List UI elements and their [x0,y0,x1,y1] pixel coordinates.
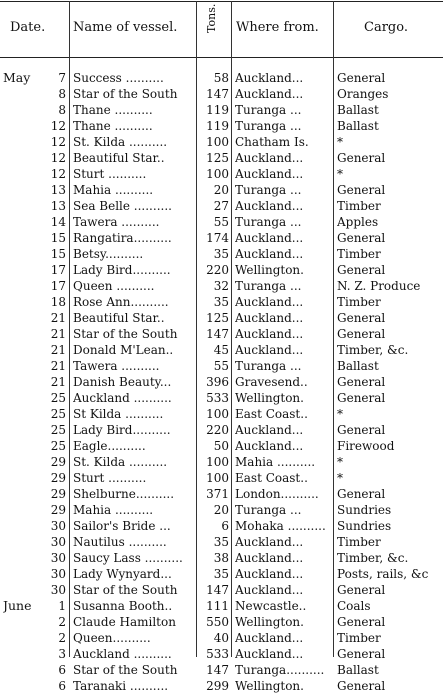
row-vessel-name: Saucy Lass .......... [73,551,183,565]
row-cargo: Ballast [337,663,379,677]
row-vessel-name: Sturt .......... [73,471,147,485]
table-body [0,70,443,694]
row-cargo: Timber [337,199,381,213]
table-row [0,678,443,694]
row-vessel-name: Beautiful Star.. [73,311,165,325]
row-tons: 35 [213,247,229,261]
row-day: 8 [58,103,66,117]
row-cargo: General [337,647,386,661]
row-vessel-name: Susanna Booth.. [73,599,173,613]
row-cargo: Timber, &c. [337,343,409,357]
row-vessel-name: Lady Wynyard... [73,567,172,581]
table-row [0,550,443,566]
table-row [0,534,443,550]
row-cargo: Apples [337,215,379,229]
table-row [0,134,443,150]
row-where-from: East Coast.. [235,471,308,485]
row-cargo: General [337,183,386,197]
table-row [0,438,443,454]
table-row [0,182,443,198]
row-tons: 220 [206,263,229,277]
row-cargo: Sundries [337,519,392,533]
row-vessel-name: Shelburne.......... [73,487,175,501]
row-tons: 20 [213,183,229,197]
table-row [0,198,443,214]
row-day: 21 [50,359,66,373]
row-vessel-name: Nautilus .......... [73,535,167,549]
row-where-from: Auckland... [235,71,304,85]
row-where-from: Wellington. [235,679,304,693]
row-day: 21 [50,375,66,389]
table-row [0,294,443,310]
row-cargo: General [337,583,386,597]
row-where-from: Auckland... [235,311,304,325]
row-cargo: Ballast [337,103,379,117]
row-day: 12 [50,135,66,149]
row-tons: 100 [206,407,229,421]
row-month: June [3,598,32,613]
row-tons: 174 [206,231,229,245]
row-where-from: Auckland... [235,567,304,581]
row-cargo: Ballast [337,119,379,133]
table-row [0,86,443,102]
row-cargo: General [337,71,386,85]
row-day: 13 [50,183,66,197]
row-where-from: Gravesend.. [235,375,308,389]
row-day: 29 [50,471,66,485]
row-where-from: Auckland... [235,551,304,565]
row-vessel-name: Star of the South [73,583,178,597]
row-cargo: Oranges [337,87,389,101]
row-where-from: East Coast.. [235,407,308,421]
row-tons: 125 [206,311,229,325]
row-cargo: Firewood [337,439,395,453]
header-where-from: Where from. [236,20,319,35]
row-day: 7 [58,71,66,85]
row-tons: 371 [206,487,229,501]
table-row [0,374,443,390]
row-where-from: Turanga ... [235,503,302,517]
row-vessel-name: Rose Ann.......... [73,295,169,309]
row-where-from: Auckland... [235,423,304,437]
row-cargo: General [337,615,386,629]
table-row [0,150,443,166]
row-day: 30 [50,551,66,565]
row-where-from: Newcastle.. [235,599,307,613]
row-cargo: Ballast [337,359,379,373]
row-day: 2 [58,615,66,629]
row-where-from: Turanga ... [235,215,302,229]
row-tons: 111 [206,599,229,613]
row-day: 12 [50,167,66,181]
row-day: 21 [50,343,66,357]
row-cargo: Timber, &c. [337,551,409,565]
row-where-from: Auckland... [235,231,304,245]
row-tons: 45 [213,343,229,357]
header-date: Date. [10,20,46,35]
row-tons: 100 [206,135,229,149]
row-day: 12 [50,119,66,133]
row-vessel-name: Thane .......... [73,119,153,133]
row-where-from: Auckland... [235,87,304,101]
row-vessel-name: Sea Belle .......... [73,199,172,213]
table-row [0,454,443,470]
row-day: 14 [50,215,66,229]
row-where-from: Mahia .......... [235,455,316,469]
row-day: 30 [50,583,66,597]
row-tons: 55 [213,215,229,229]
row-tons: 100 [206,471,229,485]
row-tons: 533 [206,391,229,405]
row-vessel-name: Queen .......... [73,279,155,293]
row-vessel-name: Star of the South [73,663,178,677]
row-vessel-name: Rangatira.......... [73,231,172,245]
row-month: May [3,70,31,85]
row-where-from: Wellington. [235,391,304,405]
row-vessel-name: Lady Bird.......... [73,423,171,437]
row-where-from: Auckland... [235,343,304,357]
row-where-from: Auckland... [235,631,304,645]
row-cargo: Posts, rails, &c [337,567,429,581]
row-vessel-name: St. Kilda .......... [73,455,168,469]
row-cargo: General [337,679,386,693]
table-row [0,630,443,646]
row-tons: 35 [213,295,229,309]
row-cargo: Coals [337,599,371,613]
row-vessel-name: Star of the South [73,87,178,101]
row-vessel-name: Success .......... [73,71,164,85]
row-tons: 32 [213,279,229,293]
row-cargo: * [337,455,343,469]
row-tons: 220 [206,423,229,437]
row-where-from: Auckland... [235,151,304,165]
row-cargo: * [337,135,343,149]
row-vessel-name: Lady Bird.......... [73,263,171,277]
row-vessel-name: Sturt .......... [73,167,147,181]
row-day: 17 [50,279,66,293]
table-row [0,662,443,678]
row-cargo: General [337,423,386,437]
table-row [0,326,443,342]
row-vessel-name: Thane .......... [73,103,153,117]
row-where-from: Turanga ... [235,359,302,373]
row-vessel-name: Eagle.......... [73,439,146,453]
row-where-from: Auckland... [235,647,304,661]
table-row [0,342,443,358]
row-cargo: Timber [337,535,381,549]
row-day: 25 [50,423,66,437]
row-tons: 119 [206,103,229,117]
table-row [0,598,443,614]
table-row [0,422,443,438]
table-row [0,278,443,294]
row-vessel-name: St Kilda .......... [73,407,164,421]
row-tons: 27 [213,199,229,213]
row-day: 1 [58,599,66,613]
row-where-from: Wellington. [235,615,304,629]
row-vessel-name: Mahia .......... [73,503,154,517]
row-tons: 50 [213,439,229,453]
row-vessel-name: Donald M'Lean.. [73,343,174,357]
row-vessel-name: St. Kilda .......... [73,135,168,149]
row-day: 30 [50,535,66,549]
row-where-from: Chatham Is. [235,135,309,149]
row-cargo: Sundries [337,503,392,517]
row-cargo: Timber [337,247,381,261]
row-day: 21 [50,311,66,325]
table-row [0,230,443,246]
row-day: 8 [58,87,66,101]
row-vessel-name: Star of the South [73,327,178,341]
row-tons: 100 [206,167,229,181]
table-row [0,246,443,262]
table-row [0,470,443,486]
table-row [0,358,443,374]
row-vessel-name: Betsy.......... [73,247,144,261]
row-day: 29 [50,487,66,501]
row-day: 30 [50,567,66,581]
row-day: 3 [58,647,66,661]
row-tons: 550 [206,615,229,629]
row-where-from: Mohaka .......... [235,519,326,533]
top-rule [0,1,443,2]
row-cargo: General [337,263,386,277]
row-day: 30 [50,519,66,533]
row-day: 18 [50,295,66,309]
table-row [0,214,443,230]
row-where-from: Auckland... [235,535,304,549]
header-rule [0,57,443,58]
table-row [0,310,443,326]
row-day: 25 [50,407,66,421]
row-day: 12 [50,151,66,165]
row-day: 25 [50,439,66,453]
row-tons: 299 [206,679,229,693]
row-day: 2 [58,631,66,645]
row-tons: 147 [206,663,229,677]
row-tons: 6 [221,519,229,533]
table-row [0,646,443,662]
row-where-from: Turanga ... [235,103,302,117]
table-row [0,102,443,118]
row-day: 21 [50,327,66,341]
row-tons: 55 [213,359,229,373]
row-tons: 119 [206,119,229,133]
row-where-from: Auckland... [235,167,304,181]
row-tons: 40 [213,631,229,645]
row-vessel-name: Beautiful Star.. [73,151,165,165]
row-cargo: General [337,487,386,501]
row-cargo: General [337,391,386,405]
table-row [0,486,443,502]
row-day: 15 [50,247,66,261]
row-where-from: London.......... [235,487,319,501]
row-vessel-name: Claude Hamilton [73,615,176,629]
row-tons: 125 [206,151,229,165]
row-day: 29 [50,503,66,517]
row-where-from: Auckland... [235,583,304,597]
table-row [0,406,443,422]
row-day: 15 [50,231,66,245]
row-day: 25 [50,391,66,405]
row-tons: 58 [213,71,229,85]
row-tons: 396 [206,375,229,389]
table-row [0,118,443,134]
row-cargo: N. Z. Produce [337,279,421,293]
header-tons: Tons. [205,3,218,33]
row-cargo: Timber [337,295,381,309]
table-row [0,390,443,406]
row-where-from: Auckland... [235,199,304,213]
row-cargo: Timber [337,631,381,645]
row-tons: 147 [206,327,229,341]
row-cargo: * [337,407,343,421]
table-row [0,614,443,630]
row-vessel-name: Sailor's Bride ... [73,519,171,533]
row-vessel-name: Queen.......... [73,631,151,645]
row-vessel-name: Auckland .......... [73,391,172,405]
row-vessel-name: Mahia .......... [73,183,154,197]
row-tons: 20 [213,503,229,517]
row-where-from: Turanga.......... [235,663,325,677]
row-cargo: General [337,231,386,245]
row-day: 13 [50,199,66,213]
row-cargo: General [337,327,386,341]
row-vessel-name: Taranaki .......... [73,679,169,693]
row-cargo: * [337,167,343,181]
row-where-from: Turanga ... [235,279,302,293]
row-vessel-name: Tawera .......... [73,215,160,229]
row-day: 29 [50,455,66,469]
row-cargo: General [337,375,386,389]
row-vessel-name: Auckland .......... [73,647,172,661]
row-tons: 100 [206,455,229,469]
row-where-from: Wellington. [235,263,304,277]
row-where-from: Turanga ... [235,183,302,197]
header-vessel-name: Name of vessel. [73,20,178,35]
row-where-from: Auckland... [235,247,304,261]
row-tons: 35 [213,535,229,549]
table-row [0,518,443,534]
row-vessel-name: Tawera .......... [73,359,160,373]
row-where-from: Auckland... [235,439,304,453]
row-where-from: Auckland... [235,327,304,341]
row-tons: 35 [213,567,229,581]
row-tons: 147 [206,583,229,597]
row-tons: 533 [206,647,229,661]
row-where-from: Turanga ... [235,119,302,133]
table-row [0,70,443,86]
row-cargo: * [337,471,343,485]
row-cargo: General [337,311,386,325]
row-day: 6 [58,663,66,677]
row-day: 17 [50,263,66,277]
table-row [0,166,443,182]
table-row [0,582,443,598]
row-day: 6 [58,679,66,693]
row-tons: 38 [213,551,229,565]
table-row [0,566,443,582]
row-cargo: General [337,151,386,165]
header-cargo: Cargo. [364,20,408,35]
row-where-from: Auckland... [235,295,304,309]
row-vessel-name: Danish Beauty... [73,375,172,389]
row-tons: 147 [206,87,229,101]
table-row [0,262,443,278]
table-row [0,502,443,518]
